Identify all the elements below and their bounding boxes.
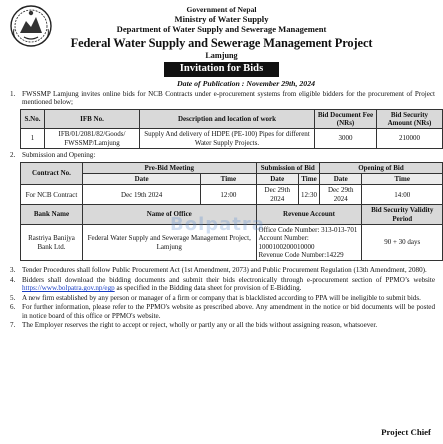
col-validity: Bid Security Validity Period bbox=[362, 205, 443, 225]
paragraph-number: 7. bbox=[10, 321, 16, 330]
notice-header bbox=[8, 5, 435, 60]
submission-time-label: Time bbox=[299, 173, 320, 184]
table-header-row bbox=[21, 109, 443, 129]
banner-wrap bbox=[8, 62, 435, 77]
cell-bank: Rastriya Banijya Bank Ltd. bbox=[21, 224, 83, 261]
paragraph-text: A new firm established by any person or manager of a firm or company that is blacklisted according to PPA will be ineligible to submit bids. bbox=[22, 293, 421, 302]
nepal-government-emblem-icon bbox=[8, 3, 54, 49]
paragraph-text bbox=[22, 276, 435, 293]
table-row bbox=[21, 224, 443, 261]
paragraph-text: The Employer reserves the right to accept or reject, wholly or partly any or all the bids without assigning reason, whatsoever. bbox=[22, 321, 378, 330]
list-item bbox=[8, 303, 435, 320]
col-bank: Bank Name bbox=[21, 205, 83, 225]
paragraph-text: Submission and Opening: bbox=[22, 151, 96, 160]
col-description: Description and location of work bbox=[140, 109, 315, 129]
col-office: Name of Office bbox=[83, 205, 257, 225]
opening-time-label: Time bbox=[362, 173, 443, 184]
cell-opening-date: Dec 29th 2024 bbox=[319, 185, 362, 205]
cell-office: Federal Water Supply and Sewerage Management Project, Lamjung bbox=[83, 224, 257, 261]
cell-description: Supply And delivery of HDPE (PE-100) Pipes for different Water Supply Projects. bbox=[140, 129, 315, 149]
cell-submission-date: Dec 29th 2024 bbox=[256, 185, 299, 205]
paragraph-text: FWSSMP Lamjung invites online bids for NCB Contracts under e-procurement systems from eligible bidders for the procurement of Project mentioned below; bbox=[22, 89, 435, 106]
egp-portal-link[interactable]: https://www.bolpatra.gov.np/egp bbox=[22, 284, 115, 293]
cell-sno: 1 bbox=[21, 129, 45, 149]
account-number-label: Account Number: bbox=[258, 234, 309, 243]
cell-contract: For NCB Contract bbox=[21, 185, 83, 205]
cell-ifb: IFB/01/2081/82/Goods/ FWSSMP/Lamjung bbox=[45, 129, 140, 149]
table-row bbox=[21, 185, 443, 205]
list-item bbox=[8, 321, 435, 330]
cell-fee: 3000 bbox=[315, 129, 377, 149]
cell-security: 210000 bbox=[377, 129, 443, 149]
paragraph-number: 6. bbox=[10, 303, 16, 312]
project-title: Federal Water Supply and Sewerage Management Project bbox=[70, 35, 373, 50]
col-prebid: Pre-Bid Meeting bbox=[83, 162, 257, 173]
cell-submission-time: 12:30 bbox=[299, 185, 320, 205]
paragraph-number: 1. bbox=[10, 89, 16, 98]
col-submission: Submission of Bid bbox=[256, 162, 319, 173]
paragraph-number: 4. bbox=[10, 275, 16, 284]
procurement-table bbox=[20, 109, 443, 150]
paragraph-text-after: as specified in the Bidding data sheet for provision of E-Bidding. bbox=[114, 284, 302, 293]
project-location: Lamjung bbox=[205, 50, 238, 60]
paragraph-text: Tender Procedures shall follow Public Procurement Act (1st Amendment, 2073) and Public Procurement Regulation (13th Amendment, 2080). bbox=[22, 266, 427, 275]
col-fee: Bid Document Fee (NRs) bbox=[315, 109, 377, 129]
opening-date-label: Date bbox=[319, 173, 362, 184]
conditions-list bbox=[8, 266, 435, 330]
government-name: Government of Nepal bbox=[186, 5, 257, 14]
paragraph-number: 5. bbox=[10, 293, 16, 302]
department-name: Department of Water Supply and Sewerage Management bbox=[116, 24, 327, 35]
prebid-date-label: Date bbox=[83, 173, 201, 184]
list-item bbox=[8, 276, 435, 293]
schedule-table bbox=[20, 162, 443, 262]
table-header-row bbox=[21, 205, 443, 225]
invitation-banner: Invitation for Bids bbox=[164, 62, 279, 77]
paragraph-number: 3. bbox=[10, 266, 16, 275]
revenue-code: Revenue Code Number:14229 bbox=[258, 251, 344, 260]
list-item bbox=[8, 266, 435, 275]
col-opening: Opening of Bid bbox=[319, 162, 442, 173]
cell-account bbox=[256, 224, 362, 261]
paragraph-number: 2. bbox=[10, 151, 16, 160]
publication-date: Date of Publication : November 29th, 2024 bbox=[177, 79, 315, 89]
list-item bbox=[8, 294, 435, 303]
cell-prebid-time: 12:00 bbox=[201, 185, 256, 205]
submission-date-label: Date bbox=[256, 173, 299, 184]
cell-validity: 90 + 30 days bbox=[362, 224, 443, 261]
account-number: 1000100200010000 bbox=[258, 242, 315, 251]
col-contract: Contract No. bbox=[21, 162, 83, 185]
watermark-logo: Bolpatra bbox=[170, 214, 265, 235]
paragraph-text-before: Bidders shall download the bidding documents and submit their bids electronically through e-procurement section of PPMO’s website bbox=[22, 275, 435, 284]
cell-prebid-date: Dec 19th 2024 bbox=[83, 185, 201, 205]
table-row bbox=[21, 129, 443, 149]
ministry-name: Ministry of Water Supply bbox=[174, 14, 269, 25]
cell-opening-time: 14:00 bbox=[362, 185, 443, 205]
signatory: Project Chief bbox=[381, 427, 431, 438]
paragraph-2 bbox=[8, 151, 435, 160]
col-security: Bid Security Amount (NRs) bbox=[377, 109, 443, 129]
table-header-row bbox=[21, 162, 443, 173]
table-subheader-row bbox=[21, 173, 443, 184]
col-ifb: IFB No. bbox=[45, 109, 140, 129]
paragraph-text: For further information, please refer to the PPMO's website as prescribed above. Any amendment in the notice or bid documents will be posted in notice board of this office or PPMO's website. bbox=[22, 303, 435, 320]
paragraph-1 bbox=[8, 90, 435, 107]
col-account: Revenue Account bbox=[256, 205, 362, 225]
office-code: Office Code Number: 313-013-701 bbox=[258, 225, 358, 234]
prebid-time-label: Time bbox=[201, 173, 256, 184]
col-sno: S.No. bbox=[21, 109, 45, 129]
